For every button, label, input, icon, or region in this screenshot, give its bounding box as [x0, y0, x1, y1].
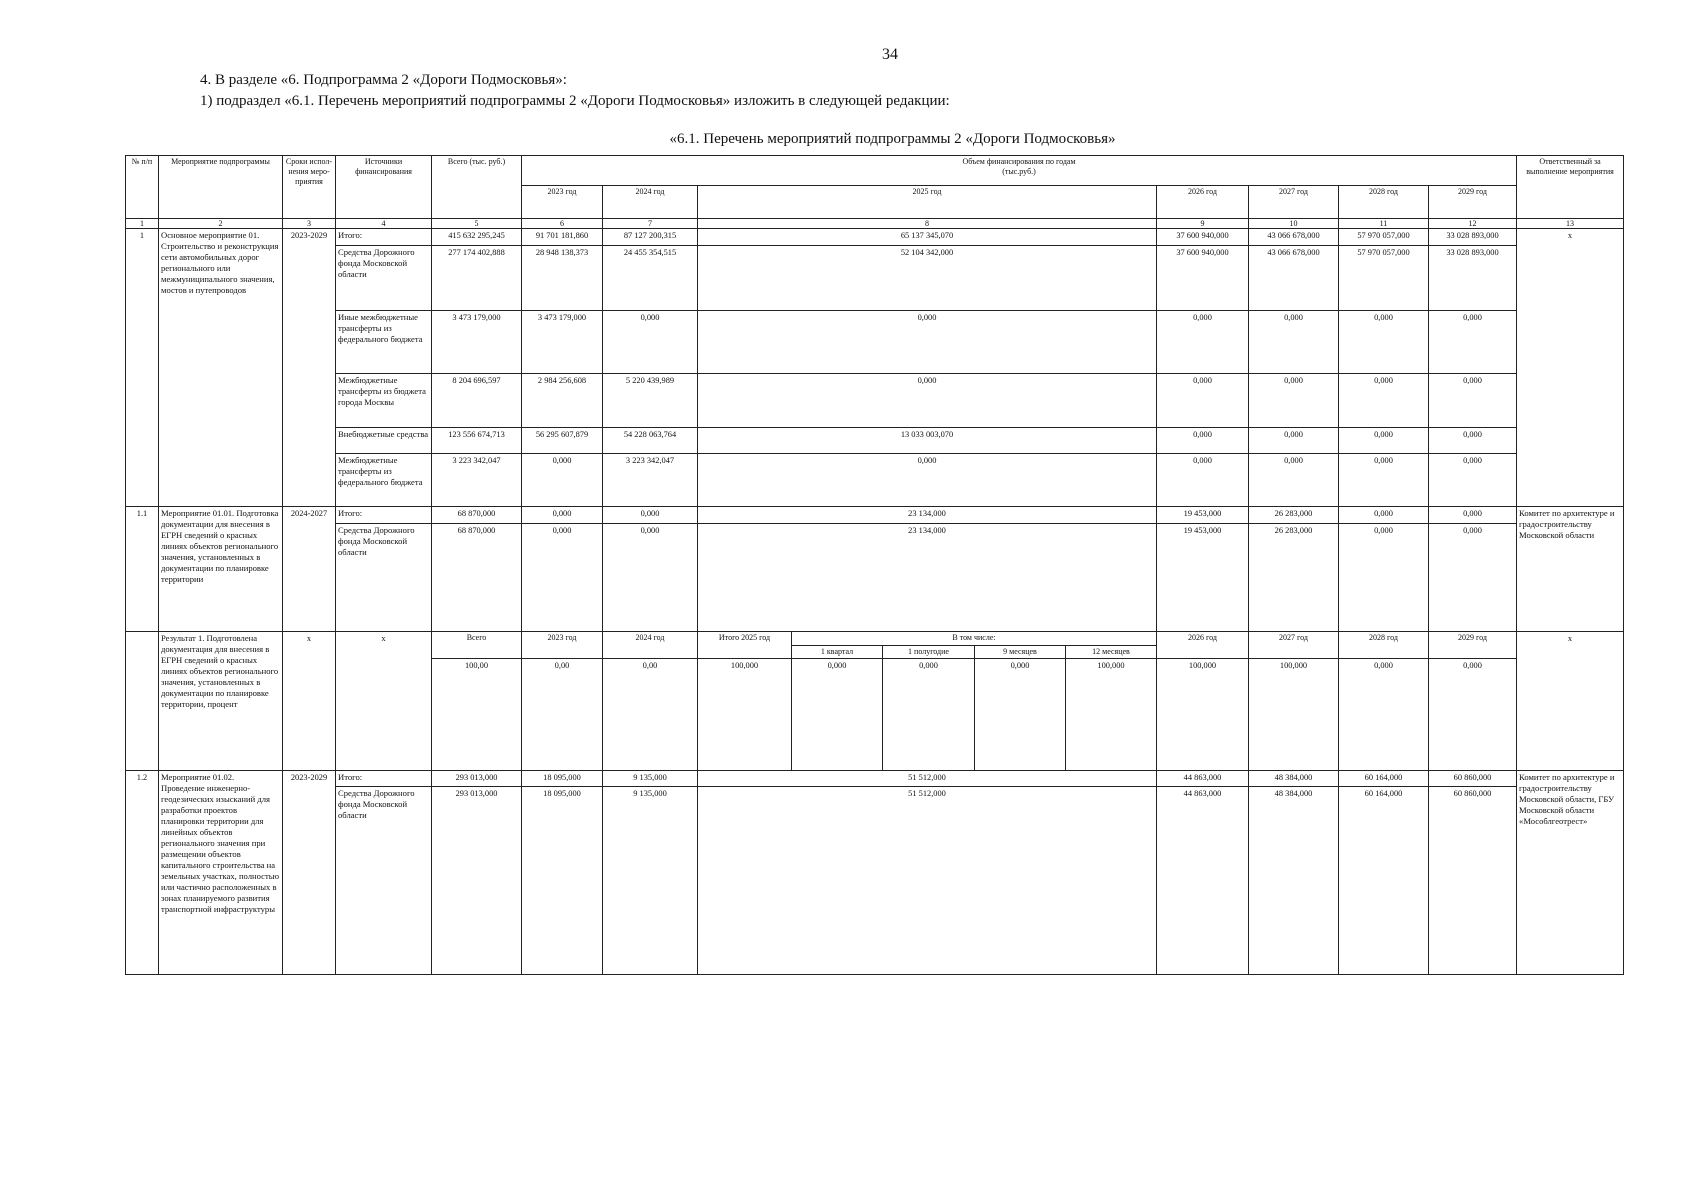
- funding-value: 19 453,000: [1157, 507, 1249, 524]
- col-number: 1: [126, 219, 159, 229]
- responsible: Комитет по архитектуре и градостроительству Московской области, ГБУ Московской области «Мособлгеотрест»: [1517, 771, 1624, 975]
- funding-value: 56 295 607,879: [522, 428, 603, 454]
- row-number: 1: [126, 229, 159, 507]
- result-value: 100,000: [698, 659, 792, 771]
- funding-source: Межбюджетные трансферты из бюджета города Москвы: [336, 374, 432, 428]
- funding-value: 37 600 940,000: [1157, 246, 1249, 311]
- funding-value: 0,000: [1339, 454, 1429, 507]
- funding-value: 293 013,000: [432, 787, 522, 975]
- header-responsible: Ответственный за выполнение мероприятия: [1517, 156, 1624, 219]
- funding-value: 33 028 893,000: [1429, 229, 1517, 246]
- funding-value: 0,000: [1339, 507, 1429, 524]
- result-header-row: [126, 632, 1624, 646]
- header-volume-label: Объем финансирования по годам: [962, 157, 1076, 166]
- funding-value: 3 223 342,047: [432, 454, 522, 507]
- col-number: 6: [522, 219, 603, 229]
- event-term: 2023-2029: [283, 771, 336, 975]
- funding-value: 0,000: [522, 454, 603, 507]
- funding-value: 28 948 138,373: [522, 246, 603, 311]
- funding-value: 0,000: [1429, 507, 1517, 524]
- header-year: 2025 год: [698, 186, 1157, 219]
- funding-value: 0,000: [1429, 524, 1517, 632]
- funding-value: 0,000: [698, 374, 1157, 428]
- col-number: 8: [698, 219, 1157, 229]
- funding-value: 68 870,000: [432, 507, 522, 524]
- header-year: 2026 год: [1157, 186, 1249, 219]
- result-responsible: х: [1517, 632, 1624, 771]
- funding-value: 0,000: [1339, 311, 1429, 374]
- intro-line-1: 4. В разделе «6. Подпрограмма 2 «Дороги Подмосковья»:: [200, 72, 567, 88]
- col-number: 9: [1157, 219, 1249, 229]
- result-value: 0,00: [603, 659, 698, 771]
- header-row: [126, 156, 1624, 186]
- funding-value: 33 028 893,000: [1429, 246, 1517, 311]
- funding-value: 60 164,000: [1339, 771, 1429, 787]
- funding-value: 52 104 342,000: [698, 246, 1157, 311]
- funding-value: 2 984 256,608: [522, 374, 603, 428]
- intro-line-2: 1) подраздел «6.1. Перечень мероприятий подпрограммы 2 «Дороги Подмосковья» изложить в следующей редакции:: [200, 93, 950, 109]
- result-subheader: 9 месяцев: [975, 646, 1066, 659]
- table-title: «6.1. Перечень мероприятий подпрограммы 2 «Дороги Подмосковья»: [669, 131, 1116, 147]
- result-value: 0,000: [975, 659, 1066, 771]
- header-year: 2028 год: [1339, 186, 1429, 219]
- funding-value: 277 174 402,888: [432, 246, 522, 311]
- result-subheader: 1 квартал: [792, 646, 883, 659]
- funding-value: 9 135,000: [603, 787, 698, 975]
- event-name: Мероприятие 01.01. Подготовка документации для внесения в ЕГРН сведений о красных линиях объектов регионального значения, установленных в документации по планировке территории: [159, 507, 283, 632]
- table-row: [126, 374, 1624, 428]
- header-event: Мероприятие подпрограммы: [159, 156, 283, 219]
- funding-value: 60 860,000: [1429, 771, 1517, 787]
- responsible: х: [1517, 229, 1624, 507]
- funding-value: 3 223 342,047: [603, 454, 698, 507]
- funding-value: 0,000: [1429, 428, 1517, 454]
- header-year: 2024 год: [603, 186, 698, 219]
- funding-value: 293 013,000: [432, 771, 522, 787]
- header-year: 2023 год: [522, 186, 603, 219]
- funding-value: 0,000: [1429, 374, 1517, 428]
- result-source: х: [336, 632, 432, 771]
- funding-value: 18 095,000: [522, 787, 603, 975]
- table-row: [126, 524, 1624, 632]
- funding-value: 0,000: [1157, 454, 1249, 507]
- table-row: [126, 454, 1624, 507]
- col-number: 4: [336, 219, 432, 229]
- col-number: 3: [283, 219, 336, 229]
- result-value: 0,00: [522, 659, 603, 771]
- event-name: Мероприятие 01.02. Проведение инженерно-геодезических изысканий для разработки проектов планировки территории для линейных объектов регионального значения при размещении объектов капитального строительства на земельных участках, полностью или частично расположенных в зонах планируемого развития транспортной инфраструктуры: [159, 771, 283, 975]
- result-header: Итого 2025 год: [698, 632, 792, 659]
- funding-value: 51 512,000: [698, 787, 1157, 975]
- funding-value: 43 066 678,000: [1249, 246, 1339, 311]
- funding-value: 44 863,000: [1157, 787, 1249, 975]
- result-header: 2023 год: [522, 632, 603, 659]
- funding-value: 415 632 295,245: [432, 229, 522, 246]
- header-year: 2027 год: [1249, 186, 1339, 219]
- funding-value: 57 970 057,000: [1339, 229, 1429, 246]
- funding-value: 5 220 439,989: [603, 374, 698, 428]
- result-value: 100,000: [1066, 659, 1157, 771]
- funding-value: 51 512,000: [698, 771, 1157, 787]
- funding-value: 3 473 179,000: [522, 311, 603, 374]
- funding-value: 68 870,000: [432, 524, 522, 632]
- result-value: 0,000: [883, 659, 975, 771]
- funding-value: 54 228 063,764: [603, 428, 698, 454]
- funding-value: 0,000: [1157, 428, 1249, 454]
- result-value: 100,000: [1157, 659, 1249, 771]
- funding-value: 23 134,000: [698, 507, 1157, 524]
- header-sources: Источники финансирования: [336, 156, 432, 219]
- responsible: Комитет по архитектуре и градостроительству Московской области: [1517, 507, 1624, 632]
- col-number: 5: [432, 219, 522, 229]
- result-value: 0,000: [1429, 659, 1517, 771]
- funding-source: Средства Дорожного фонда Московской области: [336, 246, 432, 311]
- funding-source: Внебюджетные средства: [336, 428, 432, 454]
- result-header: Всего: [432, 632, 522, 659]
- funding-value: 0,000: [1157, 311, 1249, 374]
- table-row: [126, 229, 1624, 246]
- funding-value: 26 283,000: [1249, 524, 1339, 632]
- result-name: Результат 1. Подготовлена документация для внесения в ЕГРН сведений о красных линиях объектов регионального значения, установленных в документации по планировке территории, процент: [159, 632, 283, 771]
- funding-value: 23 134,000: [698, 524, 1157, 632]
- result-term: х: [283, 632, 336, 771]
- funding-value: 60 860,000: [1429, 787, 1517, 975]
- funding-value: 91 701 181,860: [522, 229, 603, 246]
- result-header: 2029 год: [1429, 632, 1517, 659]
- funding-source: Итого:: [336, 771, 432, 787]
- col-number: 2: [159, 219, 283, 229]
- funding-source: Иные межбюджетные трансферты из федерального бюджета: [336, 311, 432, 374]
- funding-source: Средства Дорожного фонда Московской области: [336, 524, 432, 632]
- result-value: 100,00: [432, 659, 522, 771]
- funding-value: 37 600 940,000: [1157, 229, 1249, 246]
- result-header: 2027 год: [1249, 632, 1339, 659]
- table-row: [126, 507, 1624, 524]
- funding-value: 18 095,000: [522, 771, 603, 787]
- funding-value: 0,000: [1429, 311, 1517, 374]
- funding-value: 0,000: [1249, 374, 1339, 428]
- col-number: 13: [1517, 219, 1624, 229]
- header-term: Сроки испол-нения меро-приятия: [283, 156, 336, 219]
- result-subheader: 1 полугодие: [883, 646, 975, 659]
- result-subheader: 12 месяцев: [1066, 646, 1157, 659]
- funding-value: 0,000: [1157, 374, 1249, 428]
- event-term: 2024-2027: [283, 507, 336, 632]
- funding-value: 43 066 678,000: [1249, 229, 1339, 246]
- funding-value: 65 137 345,070: [698, 229, 1157, 246]
- col-number: 12: [1429, 219, 1517, 229]
- funding-value: 0,000: [522, 507, 603, 524]
- event-term: 2023-2029: [283, 229, 336, 507]
- funding-value: 0,000: [603, 311, 698, 374]
- col-number: 11: [1339, 219, 1429, 229]
- table-row: [126, 771, 1624, 787]
- funding-value: 0,000: [603, 507, 698, 524]
- result-header-including: В том числе:: [792, 632, 1157, 646]
- funding-value: 13 033 003,070: [698, 428, 1157, 454]
- result-header: 2028 год: [1339, 632, 1429, 659]
- result-header: 2024 год: [603, 632, 698, 659]
- funding-value: 0,000: [1249, 454, 1339, 507]
- funding-value: 44 863,000: [1157, 771, 1249, 787]
- result-header: 2026 год: [1157, 632, 1249, 659]
- funding-value: 9 135,000: [603, 771, 698, 787]
- funding-value: 48 384,000: [1249, 771, 1339, 787]
- funding-source: Итого:: [336, 229, 432, 246]
- funding-value: 48 384,000: [1249, 787, 1339, 975]
- funding-value: 24 455 354,515: [603, 246, 698, 311]
- funding-value: 87 127 200,315: [603, 229, 698, 246]
- funding-value: 0,000: [1339, 524, 1429, 632]
- funding-value: 0,000: [698, 454, 1157, 507]
- funding-value: 60 164,000: [1339, 787, 1429, 975]
- funding-value: 0,000: [1249, 311, 1339, 374]
- table-row: [126, 311, 1624, 374]
- funding-source: Межбюджетные трансферты из федерального бюджета: [336, 454, 432, 507]
- funding-value: 0,000: [522, 524, 603, 632]
- funding-value: 0,000: [1339, 428, 1429, 454]
- page-number: 34: [882, 46, 898, 63]
- activities-table: [125, 155, 1624, 975]
- table-row: [126, 246, 1624, 311]
- empty-cell: [126, 632, 159, 771]
- funding-value: 19 453,000: [1157, 524, 1249, 632]
- funding-value: 3 473 179,000: [432, 311, 522, 374]
- result-value: 0,000: [792, 659, 883, 771]
- result-value: 0,000: [1339, 659, 1429, 771]
- funding-source: Итого:: [336, 507, 432, 524]
- event-name: Основное мероприятие 01. Строительство и реконструкция сети автомобильных дорог регионального или межмуниципального значения, мостов и путепроводов: [159, 229, 283, 507]
- funding-value: 0,000: [1429, 454, 1517, 507]
- col-number: 10: [1249, 219, 1339, 229]
- row-number: 1.2: [126, 771, 159, 975]
- result-value: 100,000: [1249, 659, 1339, 771]
- col-number: 7: [603, 219, 698, 229]
- header-volume: [522, 156, 1517, 186]
- funding-value: 0,000: [1339, 374, 1429, 428]
- header-num: № п/п: [126, 156, 159, 219]
- header-volume-unit: (тыс.руб.): [1002, 167, 1036, 176]
- header-total: Всего (тыс. руб.): [432, 156, 522, 219]
- header-year: 2029 год: [1429, 186, 1517, 219]
- funding-value: 26 283,000: [1249, 507, 1339, 524]
- row-number: 1.1: [126, 507, 159, 632]
- table-row: [126, 428, 1624, 454]
- funding-value: 0,000: [698, 311, 1157, 374]
- funding-source: Средства Дорожного фонда Московской области: [336, 787, 432, 975]
- funding-value: 123 556 674,713: [432, 428, 522, 454]
- funding-value: 0,000: [1249, 428, 1339, 454]
- funding-value: 57 970 057,000: [1339, 246, 1429, 311]
- funding-value: 8 204 696,597: [432, 374, 522, 428]
- funding-value: 0,000: [603, 524, 698, 632]
- column-numbers-row: [126, 219, 1624, 229]
- table-row: [126, 787, 1624, 975]
